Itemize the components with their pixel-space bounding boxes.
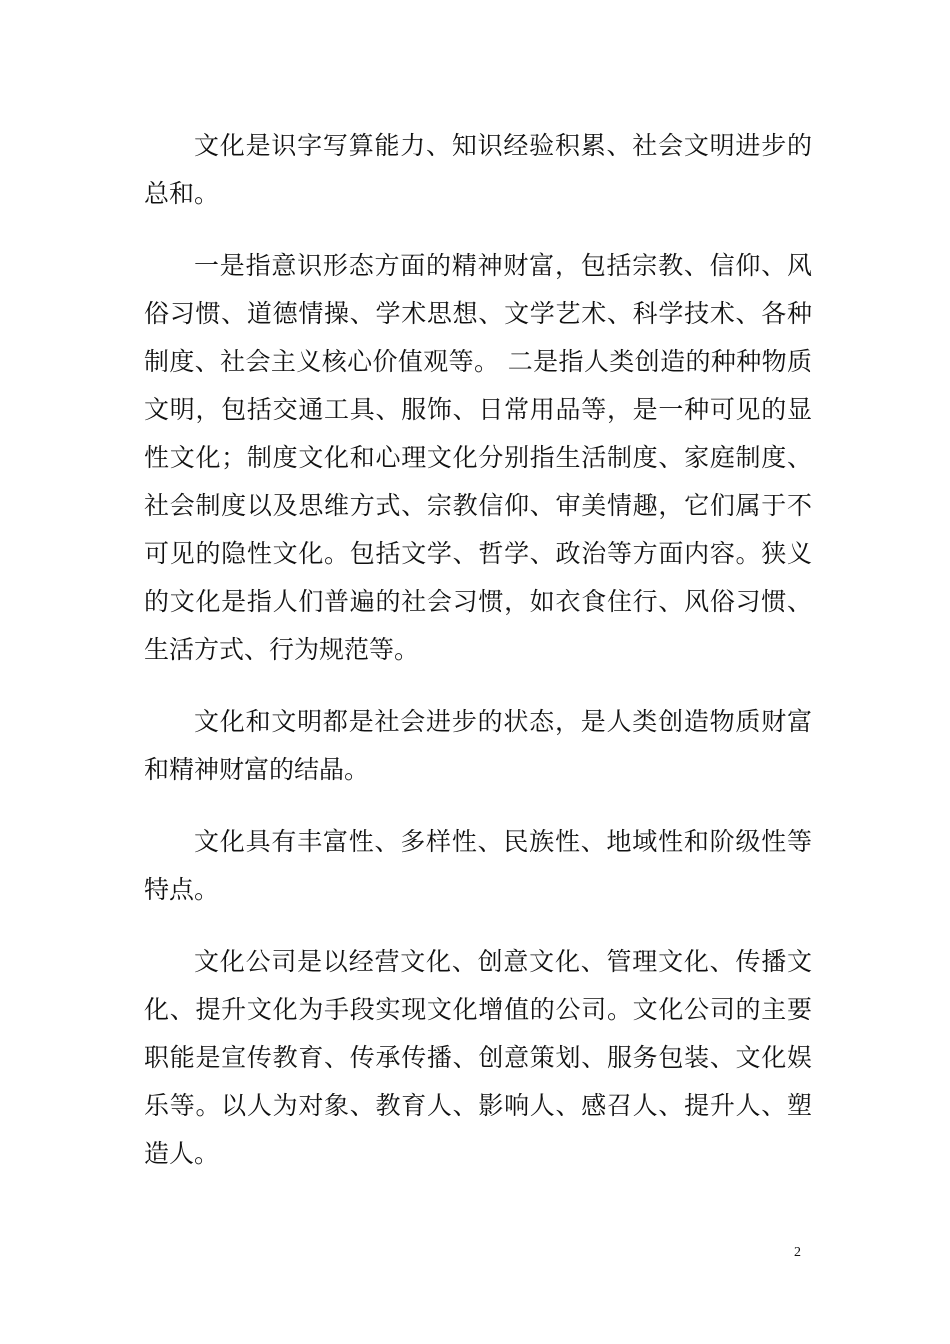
paragraph-culture-categories: 一是指意识形态方面的精神财富，包括宗教、信仰、风俗习惯、道德情操、学术思想、文学艺术、科学技术、各种制度、社会主义核心价值观等。 二是指人类创造的种种物质文明，包括交通工具、服饰、日常用品等，是一种可见的显性文化；制度文化和心理文化分别指生活制度、家庭制度、 社会制度以及思维方式、宗教信仰、审美情趣，它们属于不可见的隐性文化。包括文学、哲学、政治等方面内容。狭义的文化是指人们普遍的社会习惯，如衣食住行、风俗习惯、生活方式、行为规范等。	[144, 251, 812, 664]
paragraph-culture-definition: 文化是识字写算能力、知识经验积累、社会文明进步的总和。	[144, 131, 812, 208]
paragraph-culture-company: 文化公司是以经营文化、创意文化、管理文化、传播文化、提升文化为手段实现文化增值的公司。文化公司的主要职能是宣传教育、传承传播、创意策划、服务包装、文化娱乐等。以人为对象、教育人、影响人、感召人、提升人、塑造人。	[144, 947, 812, 1168]
page-number: 2	[794, 1245, 801, 1260]
paragraph-culture-civilization: 文化和文明都是社会进步的状态，是人类创造物质财富和精神财富的结晶。	[144, 707, 812, 784]
paragraph-culture-features: 文化具有丰富性、多样性、民族性、地域性和阶级性等特点。	[144, 827, 812, 904]
document-body	[144, 122, 812, 1202]
